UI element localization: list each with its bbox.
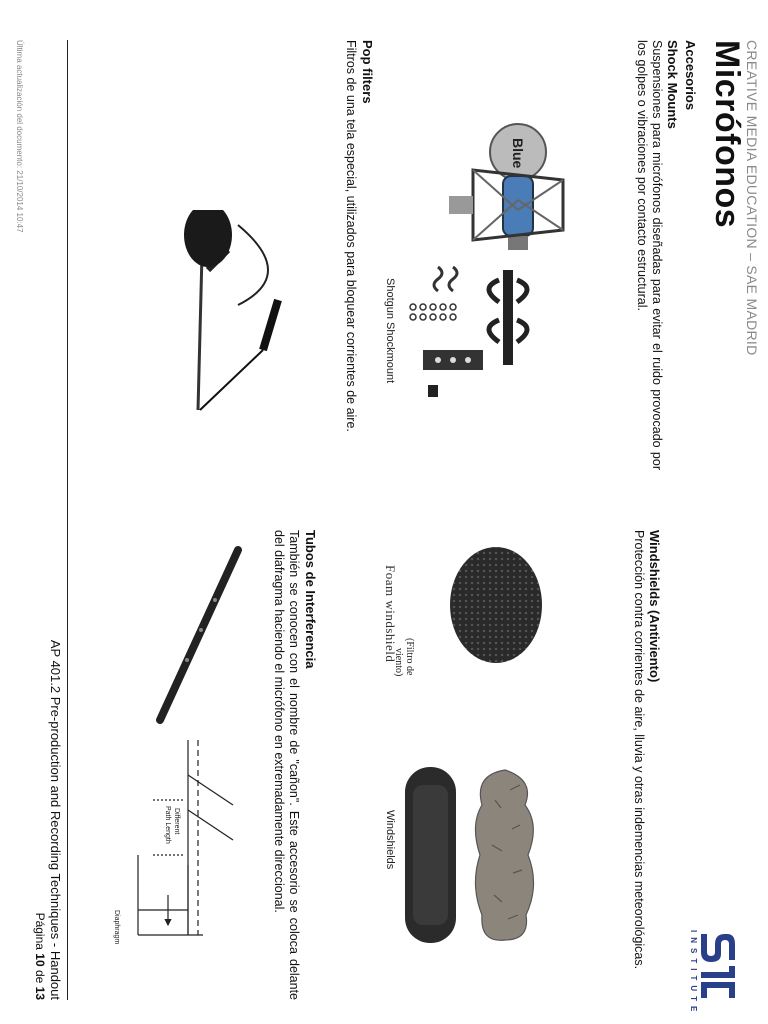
footer-rule xyxy=(67,40,68,1000)
page-title: Micrófonos xyxy=(708,40,746,229)
svg-text:Blue: Blue xyxy=(510,138,526,169)
shotgun-tube-image xyxy=(148,540,258,730)
furry-windshield-image xyxy=(470,765,540,945)
foam-note-2: viento) xyxy=(393,648,404,677)
interference-tube-diagram xyxy=(78,735,248,980)
diagram-label-different: Different xyxy=(173,808,180,835)
shockmount-parts-image xyxy=(403,262,463,352)
footer-page xyxy=(33,600,47,1000)
foam-windshield-image xyxy=(446,545,546,665)
shotgun-shockmount-caption: Shotgun Shockmount xyxy=(384,278,396,384)
foam-note-1: (Filtro de xyxy=(404,638,415,676)
foam-windshield-caption: Foam windshield xyxy=(383,565,398,663)
footer-course: AP 401.2 Pre-production and Recording Techniques - Handout xyxy=(48,639,63,1000)
tubos-text: También se conocen con el nombre de "cañon". Este accesorio se coloca delante del diafragma haciendo el micrófono en extremadamente direccional. xyxy=(272,530,301,1000)
page-total: 13 xyxy=(33,986,47,1000)
page-prefix: Página xyxy=(33,912,47,954)
shock-mount-mic-image xyxy=(443,120,573,260)
page-number: 10 xyxy=(33,953,47,967)
diagram-label-diaphragm: Diaphragm xyxy=(113,910,120,945)
subheading-tubos-interferencia: Tubos de Interferencia xyxy=(303,530,318,669)
blimp-windshield-image xyxy=(403,765,458,945)
subheading-pop-filters: Pop filters xyxy=(360,40,375,104)
shock-mounts-text: Suspensiones para micrófonos diseñadas para evitar el ruido provocado por los golpes o vibraciones por contacto estructural. xyxy=(635,40,664,470)
windshields-text: Protección contra corrientes de aire, lluvia y otras indemencias meteorológicas. xyxy=(632,530,646,970)
section-heading-accesorios: Accesorios xyxy=(683,40,698,111)
pop-filter-image xyxy=(88,210,308,420)
page-mid: de xyxy=(33,966,47,987)
windshields-caption: Windshields xyxy=(384,810,396,870)
subheading-shock-mounts: Shock Mounts xyxy=(665,40,680,129)
subheading-windshields: Windshields (Antiviento) xyxy=(647,530,662,683)
diagram-label-path-length: Path Length xyxy=(164,806,171,844)
logo-text: INSTITUTE xyxy=(689,930,698,1017)
pop-filters-text: Filtros de una tela especial, utilizados para bloquear corrientes de aire. xyxy=(344,40,358,432)
last-updated-note: Última actualización del documento: 21/10/2014 10:47 xyxy=(15,40,24,233)
header-subtitle: CREATIVE MEDIA EDUCATION – SAE MADRID xyxy=(744,40,760,356)
